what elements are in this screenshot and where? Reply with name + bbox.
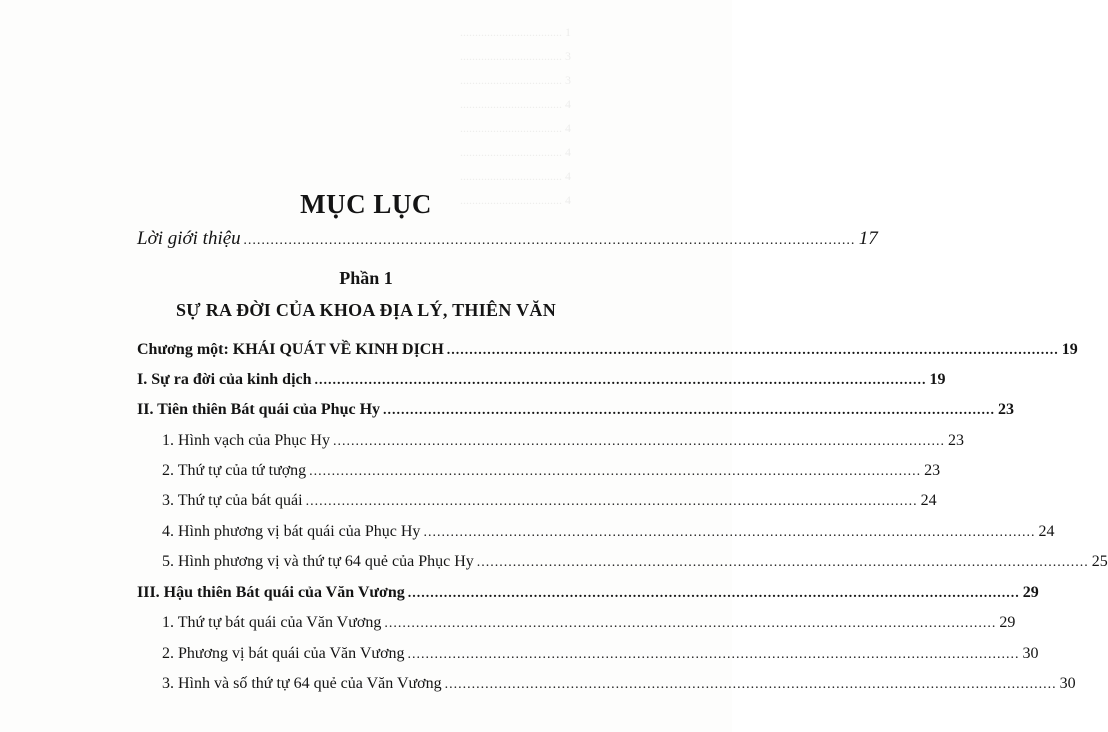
bleed-through-text: .................................. 1 .................................. 3 .................................. 3 .................................. 4 .................................. 4 .................................. 4 .................................. 4 .................................. 4 [460,25,571,207]
dot-leader: ........................................................................................................................................ [444,677,1057,692]
toc-entry-label: 3. Thứ tự của bát quái [162,492,303,509]
toc-entry-page: 23 [998,401,1015,418]
dot-leader: ........................................................................................................................................ [407,647,1020,662]
toc-entry-label: 5. Hình phương vị và thứ tự 64 quẻ của Phục Hy [162,553,474,570]
toc-entry-label: I. Sự ra đời của kinh dịch [137,371,312,388]
toc-entry-label: 2. Phương vị bát quái của Văn Vương [162,645,405,662]
toc-entry-page: 19 [1061,341,1078,358]
part-number: Phần 1 [339,268,393,288]
dot-leader: ........................................................................................................................................ [476,555,1089,570]
toc-entry-subsection[interactable] [162,675,1076,701]
toc-entry-label: 3. Hình và số thứ tự 64 quẻ của Văn Vương [162,675,442,692]
dot-leader: ........................................................................................................................................ [332,434,945,449]
dot-leader: ........................................................................................................................................ [384,616,997,631]
toc-entry-label: Chương một: KHÁI QUÁT VỀ KINH DỊCH [137,341,444,358]
toc-entry-page: 30 [1059,675,1076,692]
toc-entry-page: 29 [999,614,1016,631]
toc-title: MỤC LỤC [300,189,432,219]
toc-entry-subsection[interactable] [162,462,941,488]
toc-entry-label: III. Hậu thiên Bát quái của Văn Vương [137,584,405,601]
toc-entry-label: 1. Hình vạch của Phục Hy [162,432,330,449]
toc-entry-page: 17 [858,228,878,249]
toc-entry-page: 24 [1038,523,1055,540]
part-title: SỰ RA ĐỜI CỦA KHOA ĐỊA LÝ, THIÊN VĂN [175,300,557,320]
toc-entry-label: 2. Thứ tự của tứ tượng [162,462,307,479]
dot-leader: ........................................................................................................................................ [407,586,1020,601]
toc-entry-label: 1. Thứ tự bát quái của Văn Vương [162,614,382,631]
toc-entry-label: II. Tiên thiên Bát quái của Phục Hy [137,401,381,418]
toc-entry-page: 25 [1091,553,1108,570]
dot-leader: ........................................................................................................................................ [314,373,927,388]
toc-entry-page: 23 [924,462,941,479]
toc-entry-section[interactable] [137,584,1039,610]
toc-entry-page: 30 [1022,645,1039,662]
toc-entry-page: 23 [947,432,964,449]
dot-leader: ........................................................................................................................................ [243,233,856,248]
toc-entry-subsection[interactable] [162,432,964,458]
toc-entry-subsection[interactable] [162,645,1039,671]
toc-entry-subsection[interactable] [162,614,1016,640]
toc-entry-subsection[interactable] [162,492,937,518]
toc-entry-page: 19 [929,371,946,388]
toc-entry-chapter[interactable] [137,341,1078,367]
dot-leader: ........................................................................................................................................ [423,525,1036,540]
dot-leader: ........................................................................................................................................ [309,464,922,479]
dot-leader: ........................................................................................................................................ [305,494,918,509]
toc-entry-intro[interactable] [137,228,878,254]
toc-entry-page: 29 [1022,584,1039,601]
toc-entry-section[interactable] [137,401,1015,427]
dot-leader: ........................................................................................................................................ [446,343,1059,358]
dot-leader: ........................................................................................................................................ [383,403,996,418]
toc-entry-subsection[interactable] [162,523,1055,549]
toc-entry-section[interactable] [137,371,946,397]
toc-entry-label: Lời giới thiệu [137,228,241,249]
toc-entry-label: 4. Hình phương vị bát quái của Phục Hy [162,523,421,540]
toc-entry-page: 24 [920,492,937,509]
toc-entry-subsection[interactable] [162,553,1108,579]
